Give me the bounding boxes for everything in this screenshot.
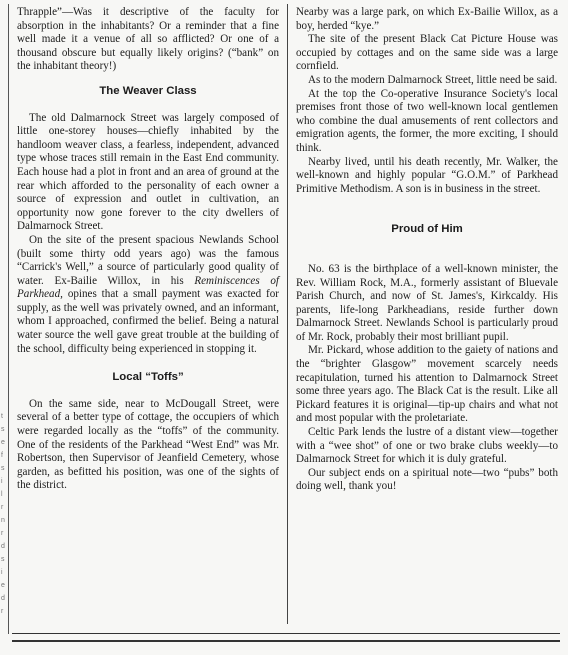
- toffs-paragraph: On the same side, near to McDougall Street, were several of a better type of cottage, the occupiers of which were regarded locally as the “toffs” of the community. One of the residents of the Parkhead “West End” was Mr. Robertson, then Supervisor of Jeanfield Cemetery, whose garden, as befitted his position, was one of the sights of the district.: [17, 397, 279, 492]
- heading-proud-of-him: Proud of Him: [391, 223, 463, 236]
- margin-fragment: r: [1, 608, 4, 615]
- margin-fragment: t: [1, 413, 3, 420]
- rock-paragraph: No. 63 is the birthplace of a well-known minister, the Rev. William Rock, M.A., formerly assistant of Bluevale Parish Church, and now of St. James's, Kirkcaldy. His parents, life-long Parkheadians, reside further down Dalmarnock Street. Newlands School is particularly proud of Mr. Rock, probably their most brilliant pupil.: [296, 262, 558, 343]
- park-paragraph: Nearby was a large park, on which Ex-Bailie Willox, as a boy, herded “kye.”: [296, 6, 558, 32]
- closing-paragraph: Our subject ends on a spiritual note—two “pubs” both doing well, thank you!: [296, 466, 558, 493]
- left-column: [17, 6, 279, 493]
- black-cat-site-paragraph: The site of the present Black Cat Picture House was occupied by cottages and on the same side was a large cornfield.: [296, 33, 558, 73]
- weaver-paragraph-2-end: opines that a small payment was exacted for supply, as the well was privately owned, and an informant, whom I approached, confirmed the belief. Being a natural water source the well gave great trouble at the building of the school, difficulty being experienced in stopping it.: [17, 288, 279, 355]
- weaver-paragraph-2: [17, 234, 279, 356]
- margin-fragment: e: [1, 439, 5, 446]
- margin-fragment: n: [1, 517, 5, 524]
- cooperative-paragraph: At the top the Co-operative Insurance Society's local premises front those of two well-known local gentlemen who combine the dual amusements of rent collectors and emigration agents, the former, the more exciting, I should think.: [296, 87, 558, 154]
- right-column: [296, 6, 558, 494]
- margin-fragment: d: [1, 543, 5, 550]
- heading-weaver-class: The Weaver Class: [99, 84, 197, 97]
- weaver-paragraph-1: The old Dalmarnock Street was largely composed of little one-storey houses—chiefly inhabited by the handloom weaver class, a fearless, independent, advanced type whose traces still remain in the East End community. Each house had a plot in front and an area of ground at the rear which afforded to the personality of each owner a source of expression and outlet in cultivation, an opportunity now gone forever to the city dwellers of Dalmarnock Street.: [17, 111, 279, 233]
- intro-paragraph: Thrapple”—Was it descriptive of the faculty for absorption in the inhabitants? Or a reminder that a fine well made it a venue of all so afflicted? Or one of a thousand obscure but equally likely origins? (“bank” on the inhabitant theory!): [17, 6, 279, 73]
- margin-fragment: i: [1, 478, 3, 485]
- margin-fragment: l: [1, 491, 3, 498]
- margin-fragment: r: [1, 530, 4, 537]
- pickard-paragraph: Mr. Pickard, whose addition to the gaiety of nations and the “brighter Glasgow” movement scarcely needs recapitulation, turned his attention to Dalmarnock Street some three years ago. The Black Cat is the result. Like all Pickard features it is original—tip-up chairs and what not and most popular with the proletariate.: [296, 344, 558, 425]
- margin-fragment: i: [1, 569, 3, 576]
- left-margin-fragments: [1, 410, 9, 618]
- celtic-park-paragraph: Celtic Park lends the lustre of a distant view—together with a “wee shot” of one or two brake clubs weekly—to Dalmarnock Street for which it is duly grateful.: [296, 426, 558, 466]
- margin-fragment: s: [1, 465, 5, 472]
- walker-paragraph: Nearby lived, until his death recently, Mr. Walker, the well-known and highly popular “G.O.M.” of Parkhead Primitive Methodism. A son is in business in the street.: [296, 155, 558, 195]
- modern-street-paragraph: As to the modern Dalmarnock Street, little need be said.: [308, 73, 558, 86]
- bottom-rule-thin: [12, 633, 560, 634]
- margin-fragment: d: [1, 595, 5, 602]
- column-divider: [287, 4, 288, 624]
- margin-fragment: r: [1, 504, 4, 511]
- weaver-paragraph-2-start: On the site of the present spacious Newlands School (built some thirty odd years ago) was the famous “Carrick's Well,” a source of particularly good quality of water. Ex-Bailie Willox, in his: [17, 233, 279, 287]
- margin-fragment: s: [1, 556, 5, 563]
- reminiscences-title: Reminiscences of Parkhead,: [17, 274, 279, 301]
- margin-fragment: f: [1, 452, 3, 459]
- margin-fragment: e: [1, 582, 5, 589]
- margin-fragment: s: [1, 426, 5, 433]
- heading-local-toffs: Local “Toffs”: [112, 371, 184, 384]
- bottom-rule-thick: [12, 640, 560, 642]
